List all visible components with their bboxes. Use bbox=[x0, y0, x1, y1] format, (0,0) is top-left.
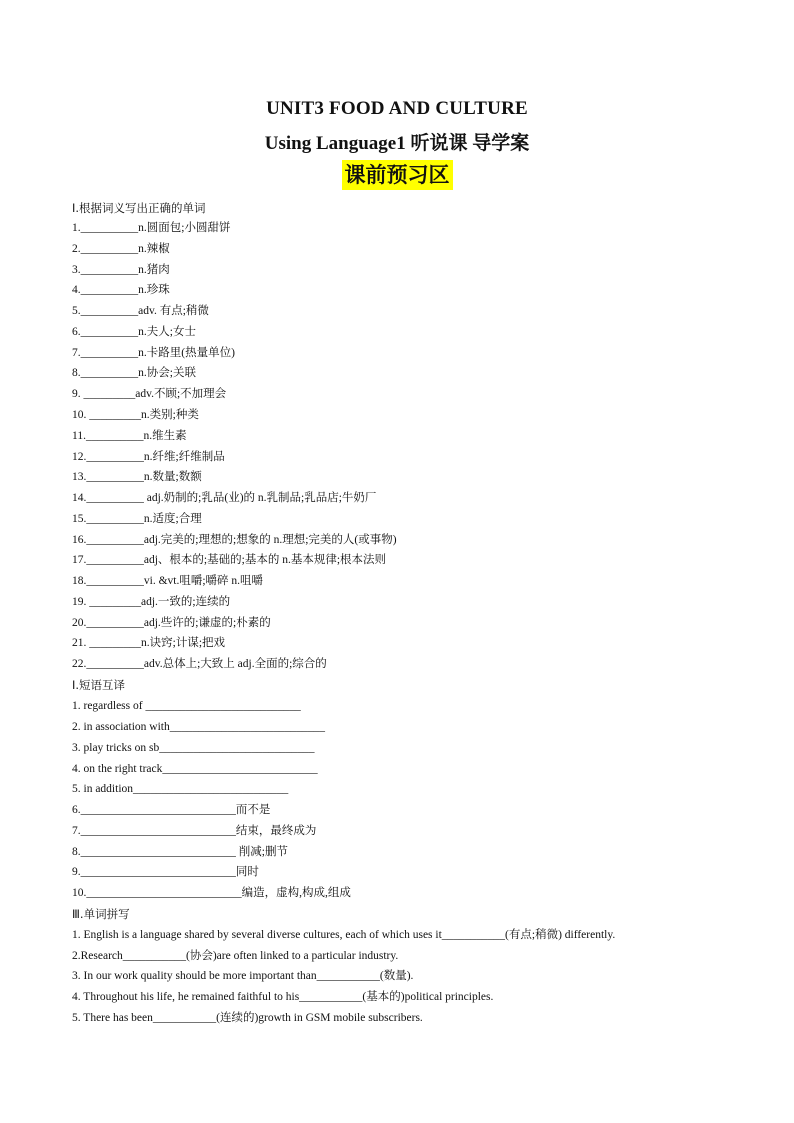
spelling-item: 5. There has been___________(连续的)growth in GSM mobile subscribers. bbox=[72, 1012, 423, 1024]
vocab-item: 2.__________n.辣椒 bbox=[72, 243, 170, 255]
phrase-item: 5. in addition___________________________ bbox=[72, 783, 289, 795]
phrase-item: 9.___________________________同时 bbox=[72, 866, 259, 878]
vocab-item: 9. _________adv.不顾;不加理会 bbox=[72, 388, 227, 400]
vocab-item: 16.__________adj.完美的;理想的;想象的 n.理想;完美的人(或事物) bbox=[72, 534, 397, 546]
phrase-item: 4. on the right track___________________________ bbox=[72, 763, 318, 775]
vocab-item: 10. _________n.类别;种类 bbox=[72, 409, 199, 421]
phrase-item: 7.___________________________结束，最终成为 bbox=[72, 825, 317, 837]
vocab-item: 1.__________n.圆面包;小圆甜饼 bbox=[72, 222, 231, 234]
spelling-item: 4. Throughout his life, he remained faithful to his___________(基本的)political principles. bbox=[72, 991, 494, 1003]
vocab-item: 21. _________n.诀窍;计谋;把戏 bbox=[72, 637, 226, 649]
vocab-item: 11.__________n.维生素 bbox=[72, 430, 187, 442]
vocab-item: 5.__________adv. 有点;稍微 bbox=[72, 305, 209, 317]
phrase-item: 3. play tricks on sb___________________________ bbox=[72, 742, 315, 754]
spelling-item: 2.Research___________(协会)are often linked to a particular industry. bbox=[72, 950, 399, 962]
vocab-item: 14.__________ adj.奶制的;乳品(业)的 n.乳制品;乳品店;牛奶厂 bbox=[72, 492, 377, 504]
phrase-item: 10.___________________________编造，虚构,构成,组成 bbox=[72, 887, 351, 899]
section1-heading: I.根据词义写出正确的单词 bbox=[72, 201, 206, 215]
vocab-item: 19. _________adj.一致的;连续的 bbox=[72, 596, 231, 608]
vocab-item: 3.__________n.猪肉 bbox=[72, 264, 170, 276]
preview-zone-wrap bbox=[0, 160, 794, 190]
vocab-item: 20.__________adj.些许的;谦虚的;朴素的 bbox=[72, 617, 271, 629]
lesson-title: Using Language1 听说课 导学案 bbox=[264, 133, 530, 154]
vocab-item: 22.__________adv.总体上;大致上 adj.全面的;综合的 bbox=[72, 658, 327, 670]
unit-title: UNIT3 FOOD AND CULTURE bbox=[266, 98, 528, 119]
phrase-item: 1. regardless of ___________________________ bbox=[72, 700, 301, 712]
spelling-item: 3. In our work quality should be more important than___________(数量). bbox=[72, 970, 414, 982]
spelling-item: 1. English is a language shared by several diverse cultures, each of which uses it___________(有点;稍微) differently. bbox=[72, 929, 616, 941]
vocab-item: 7.__________n.卡路里(热量单位) bbox=[72, 347, 235, 359]
vocab-item: 13.__________n.数量;数额 bbox=[72, 471, 202, 483]
vocab-item: 15.__________n.适度;合理 bbox=[72, 513, 202, 525]
vocab-item: 17.__________adj、根本的;基础的;基本的 n.基本规律;根本法则 bbox=[72, 554, 387, 566]
vocab-item: 6.__________n.夫人;女士 bbox=[72, 326, 196, 338]
phrase-item: 8.___________________________ 削减;删节 bbox=[72, 846, 288, 858]
vocab-item: 12.__________n.纤维;纤维制品 bbox=[72, 451, 225, 463]
vocab-item: 18.__________vi. &vt.咀嚼;嚼碎 n.咀嚼 bbox=[72, 575, 264, 587]
phrase-item: 2. in association with___________________________ bbox=[72, 721, 325, 733]
section2-heading: I.短语互译 bbox=[72, 678, 126, 692]
phrase-item: 6.___________________________而不是 bbox=[72, 804, 271, 816]
section3-heading: Ⅲ.单词拼写 bbox=[72, 907, 130, 921]
vocab-item: 4.__________n.珍珠 bbox=[72, 284, 170, 296]
vocab-item: 8.__________n.协会;关联 bbox=[72, 367, 196, 379]
preview-zone-heading: 课前预习区 bbox=[342, 160, 453, 190]
